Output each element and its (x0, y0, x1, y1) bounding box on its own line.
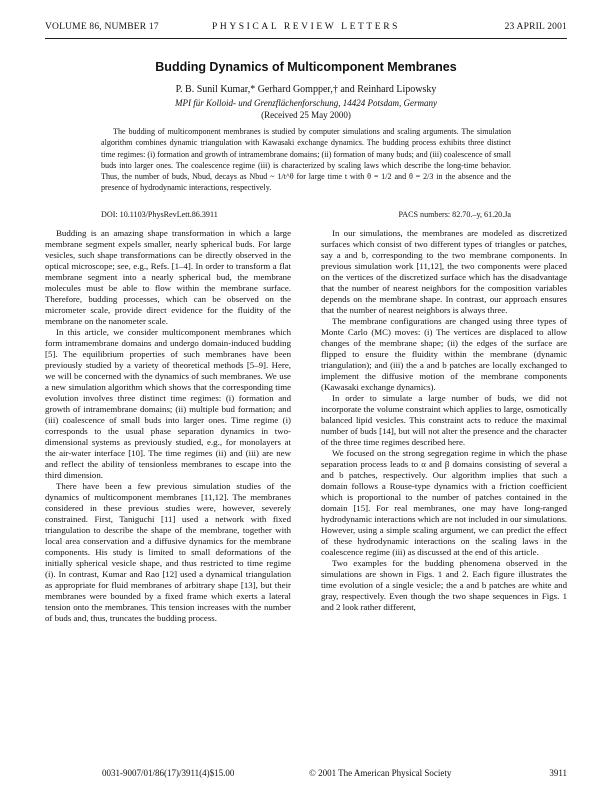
left-column (45, 228, 291, 720)
author-list: P. B. Sunil Kumar,* Gerhard Gompper,† and Reinhard Lipowsky (175, 84, 437, 95)
received-date: (Received 25 May 2000) (261, 110, 351, 120)
header-rule (45, 38, 567, 39)
paper-title: Budding Dynamics of Multicomponent Membranes (155, 60, 457, 74)
paragraph: In order to simulate a large number of buds, we did not incorporate the volume constraint which applies to large, osmotically balanced lipid vesicles. This constraint acts to reduce the maximal number of buds [14], but will not alter the presence and the character of the three time regimes described here. (321, 393, 567, 447)
page-footer (45, 768, 567, 782)
article-code: 0031-9007/01/86(17)/3911(4)$15.00 (102, 768, 235, 778)
right-column (321, 228, 567, 720)
abstract: The budding of multicomponent membranes is studied by computer simulations and scaling arguments. The simulation algorithm combines dynamic triangulation with Kawasaki exchange dynamics. The budding process exhibits three distinct time regimes: (i) formation and growth of intramembrane domains; (ii) formation of many buds; and (iii) coalescence of small buds into larger ones. The coalescence regime (iii) is characterized by scaling laws which describe the long-time behavior. Thus, the number of buds, Nbud, decays as Nbud ~ 1/t^θ for large time t with θ = 1/2 and θ = 2/3 in the absence and the presence of hydrodynamic interactions, respectively. (101, 127, 511, 193)
paragraph: Two examples for the budding phenomena observed in the simulations are shown in Figs. 1 and 2. Each figure illustrates the time evolution of a single vesicle; the a and b patches are white and gray, respectively. Even though the two shape sequences in Figs. 1 and 2 look rather different, (321, 558, 567, 612)
paragraph: Budding is an amazing shape transformation in which a large membrane segment expels smaller, nearly spherical buds. For large vesicles, such shape transformations can be directly observed in the optical microscope; see, e.g., Refs. [1–4]. In order to transform a flat membrane segment into a nearly spherical bud, the membrane molecules must be able to flow within the membrane surface. Therefore, budding processes, which can be observed on the micrometer scale, provide direct evidence for the fluidity of the membrane on the nanometer scale. (45, 228, 291, 326)
issue-date: 23 APRIL 2001 (504, 22, 567, 32)
paragraph: In this article, we consider multicomponent membranes which form intramembrane domains and undergo domain-induced budding [5]. The equilibrium properties of such membranes have been previously studied by a variety of theoretical methods [5–9]. Here, we will be concerned with the dynamics of such membranes. We use a new simulation algorithm which shows that the corresponding time evolution involves three distinct time regimes: (i) formation and growth of intramembrane domains; (ii) multiple bud formation; and (iii) coalescence of small buds into larger ones. Time regime (i) corresponds to the usual phase separation dynamics in two-dimensional systems as previously studied, e.g., for monolayers at the air-water interface [10]. The time regimes (ii) and (iii) are new and reflect the ability of tensionless membranes to escape into the third dimension. (45, 327, 291, 480)
paragraph: We focused on the strong segregation regime in which the phase separation process leads to α and β domains consisting of several a and b patches, respectively. Our algorithm implies that such a domain follows a Rouse-type dynamics with a friction coefficient which is proportional to the number of patches contained in the domain [15]. For real membranes, one may have long-ranged hydrodynamic interactions which are not included in our simulations. However, using a simple scaling argument, we can predict the effect of these hydrodynamic interactions on the scaling laws in the coalescence regime (iii) as discussed at the end of this article. (321, 448, 567, 557)
affiliation: MPI für Kolloid- und Grenzflächenforschung, 14424 Potsdam, Germany (175, 98, 437, 108)
paragraph: There have been a few previous simulation studies of the dynamics of multicomponent membranes [11,12]. The membranes considered in these previous studies were, however, severely constrained. First, Taniguchi [11] used a network with fixed triangulation to describe the shape of the membrane, together with local area conservation and a diffusive dynamics for the membrane components. His study is limited to small deformations of the initially spherical vesicle shape, and thus restricted to time regime (i). In contrast, Kumar and Rao [12] used a dynamical triangulation as appropriate for fluid membranes of arbitrary shape [13], but their membranes were bounded by a fixed frame which exerts a lateral tension onto the membranes. This tension increases with the number of buds and, thus, truncates the budding process. (45, 481, 291, 623)
running-header (45, 22, 567, 36)
volume-number: VOLUME 86, NUMBER 17 (45, 22, 159, 32)
paragraph: In our simulations, the membranes are modeled as discretized surfaces which consist of two different types of triangles or patches, say a and b, corresponding to the two membrane components. In previous simulation work [11,12], the two components were placed on the vertices of the discretized surface which has the disadvantage that the number of nearest neighbors for the composition variables depends on the membrane shape. In contrast, our approach ensures that the number of nearest neighbors is always three. (321, 228, 567, 315)
journal-name: PHYSICAL REVIEW LETTERS (211, 22, 401, 32)
paragraph: The membrane configurations are changed using three types of Monte Carlo (MC) moves: (i) The vertices are displaced to allow changes of the membrane shape; (ii) the edges of the surface are flipped to ensure the fluidity within the membrane (dynamic triangulation); and (iii) the a and b patches are locally exchanged to implement the diffusive motion of the membrane components (Kawasaki exchange dynamics). (321, 316, 567, 392)
pacs-numbers: PACS numbers: 82.70.–y, 61.20.Ja (398, 210, 511, 219)
page-number: 3911 (549, 768, 567, 778)
copyright: © 2001 The American Physical Society (309, 768, 452, 778)
doi[interactable]: DOI: 10.1103/PhysRevLett.86.3911 (101, 210, 218, 219)
